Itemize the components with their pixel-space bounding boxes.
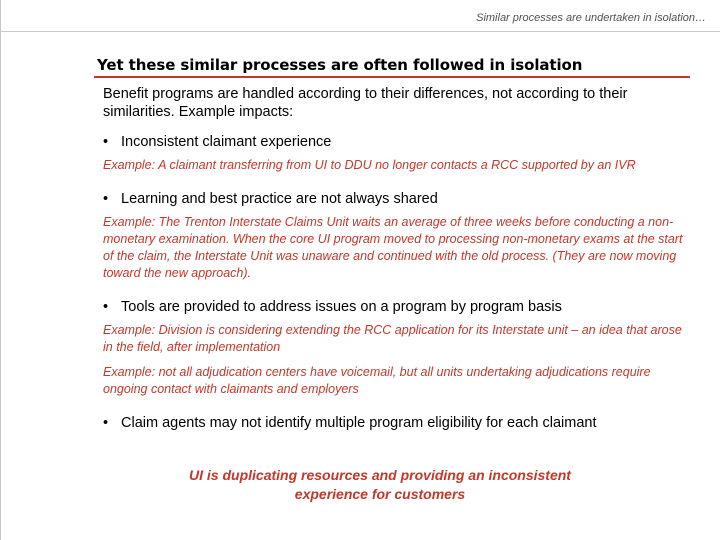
example-text: Example: A claimant transferring from UI to DDU no longer contacts a RCC supported by an IVR (103, 158, 636, 172)
header-note: Similar processes are undertaken in isolation… (476, 12, 706, 24)
slide-title: Yet these similar processes are often followed in isolation (97, 56, 583, 74)
bullet-icon: • (103, 299, 109, 315)
bullet-item (103, 414, 693, 432)
title-rule (94, 76, 690, 78)
conclusion-line: UI is duplicating resources and providing an inconsistent (189, 467, 571, 483)
bullet-item (103, 133, 693, 151)
bullet-text: Tools are provided to address issues on a program by program basis (121, 299, 562, 315)
bullet-text: Claim agents may not identify multiple program eligibility for each claimant (121, 415, 597, 431)
bullet-item (103, 190, 693, 208)
conclusion-line: experience for customers (294, 486, 466, 502)
example-text: Example: The Trenton Interstate Claims Unit waits an average of three weeks before conducting a non-monetary examination. When the core UI program moved to processing non-monetary exams at the start of the claim, the Interstate Unit was unaware and continued with the old process. (They are now moving toward the new approach). (103, 215, 683, 280)
bullet-text: Learning and best practice are not always shared (121, 191, 438, 207)
bullet-icon: • (103, 415, 109, 431)
conclusion-callout (110, 466, 650, 504)
slide-content (103, 85, 693, 438)
example-text: Example: Division is considering extending the RCC application for its Interstate unit – an idea that arose in the field, after implementation (103, 323, 682, 354)
bullet-item (103, 298, 693, 316)
bullet-text: Inconsistent claimant experience (121, 134, 332, 150)
left-border (0, 0, 1, 540)
example-text: Example: not all adjudication centers have voicemail, but all units undertaking adjudications require ongoing contact with claimants and employers (103, 365, 651, 396)
bullet-icon: • (103, 134, 109, 150)
bullet-icon: • (103, 191, 109, 207)
intro-text: Benefit programs are handled according to their differences, not according to their similarities. Example impacts: (103, 86, 628, 120)
